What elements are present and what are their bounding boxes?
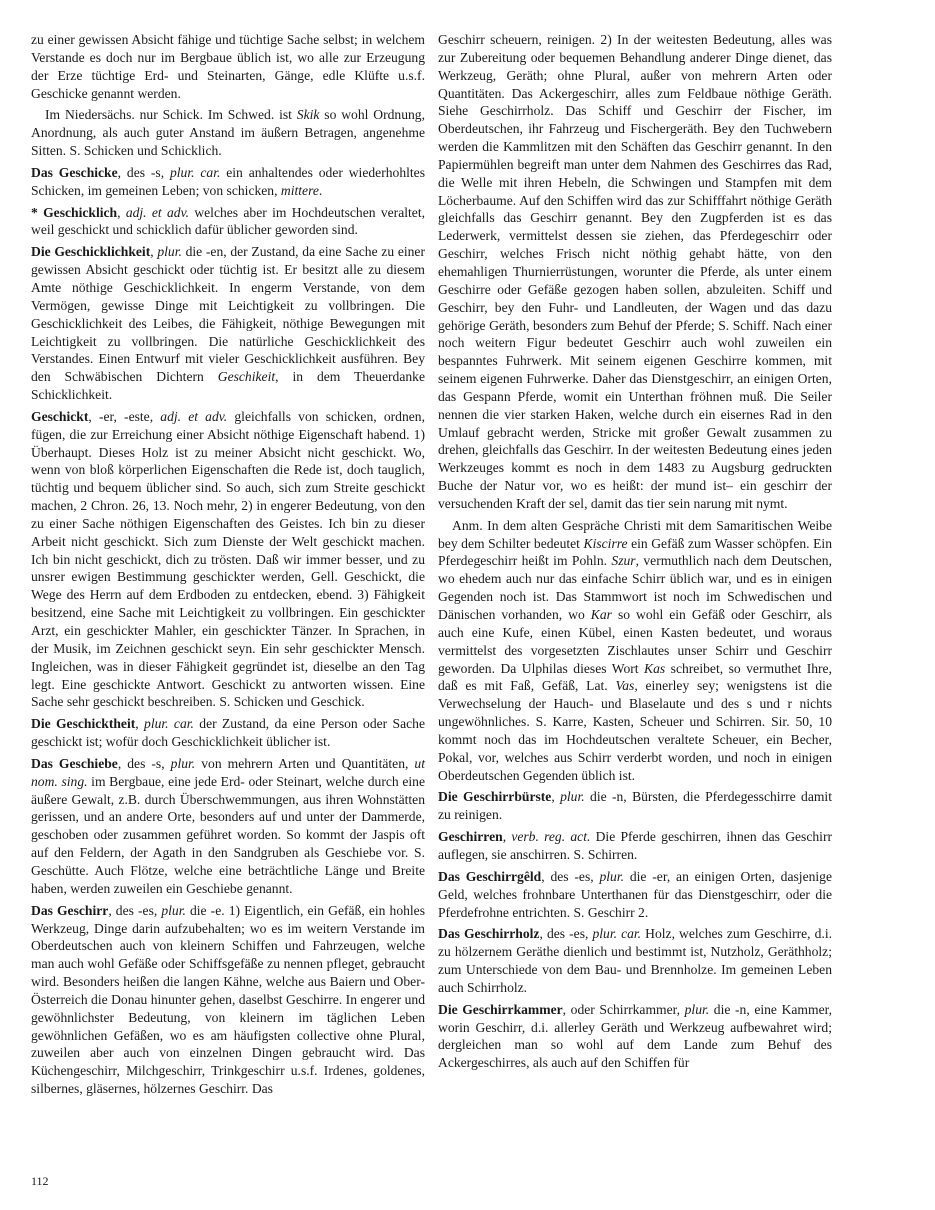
italic-term: Kiscirre xyxy=(583,535,628,551)
entry-text: die -n, eine Kammer, worin Geschirr, d.i. allerley Geräth und Werkzeug aufbewahret wird; dergleichen man so wohl auf dem Lande zum Behuf des Ackergeschirres, als auch auf den Schiffen für xyxy=(438,1001,832,1071)
dictionary-entry xyxy=(438,868,832,922)
entry-text: , des -es, xyxy=(541,868,600,884)
entry-text: schreibet, so vermuthet Ihre, daß es mit Faß, Gefäß, Lat. xyxy=(438,660,832,694)
dictionary-entry xyxy=(438,31,832,513)
entry-text: , xyxy=(117,204,126,220)
headword: Das Geschirrgêld xyxy=(438,868,542,884)
dictionary-entry xyxy=(31,31,425,102)
entry-text: , des -es, xyxy=(539,926,593,942)
headword: Geschickt xyxy=(31,408,89,424)
italic-term: plur. xyxy=(161,902,186,918)
entry-text: welches aber im Hochdeutschen veraltet, weil geschickt und schicklich dafür üblicher geworden sind. xyxy=(31,204,425,238)
dictionary-entry xyxy=(31,106,425,160)
headword: Das Geschicke xyxy=(31,164,118,180)
entry-text: Die Pferde geschirren, ihnen das Geschirr auflegen, sie anschirren. S. Schirren. xyxy=(438,829,833,862)
italic-term: Geschikeit xyxy=(217,369,276,385)
page-number: 112 xyxy=(31,1174,49,1188)
entry-text: die -e. 1) Eigentlich, ein Gefäß, ein hohles Werkzeug, Dinge darin aufzubehalten; wo es im weitern Verstande im Oberdeutschen auch von kleinern Schiffen und Fahrzeugen, welche man auch wohl Gefäße oder Schiffsgefäße zu nennen pfleget, gebraucht wird. Besonders heißen die langen Kähne, welche aus Baiern und Ober-Österreich die Donau hinunter gehen, daselbst Geschirre. In engerer und gewöhnlichster Bedeutung, von kleinern im täglichen Leben gewöhnlichen Gefäßen, wo es am häufigsten collective ohne Plural, zuweilen aber auch von einzelnen Dingen gebraucht wird. Das Küchengeschirr, Milchgeschirr, Trinkgeschirr u.s.f. Irdenes, goldenes, silbernes, gläsernes, hölzernes Geschirr. Das xyxy=(31,902,426,1097)
entry-text: ein Gefäß zum Wasser schöpfen. Ein Pferdegeschirr heißt im Pohln. xyxy=(438,535,832,569)
italic-term: ut nom. sing. xyxy=(31,755,425,789)
entry-text: die -er, an einigen Orten, dasjenige Geld, welches frohnbare Unterthanen für das Dienstgeschirr, oder die Pferdefrohne entrichten. S. Geschirr 2. xyxy=(438,868,833,920)
entry-text: , xyxy=(502,829,512,845)
entry-text: , oder Schirrkammer, xyxy=(562,1001,685,1017)
entry-text: , des -s, xyxy=(117,755,171,771)
entry-text: , xyxy=(551,789,561,805)
italic-term: plur. xyxy=(599,868,625,884)
italic-term: plur. car. xyxy=(144,716,194,732)
entry-text: , xyxy=(135,716,145,732)
entry-text: zu einer gewissen Absicht fähige und tüchtige Sache selbst; in welchem Verstande es doch nur im Bergbaue üblich ist, wo alle zur Erzeugung der Erze tüchtige Erd- und Steinarten, Gänge, edle Klüfte u.s.f. Geschicke genannt werden. xyxy=(31,32,425,101)
italic-term: Vas xyxy=(615,678,635,694)
italic-term: adj. et adv. xyxy=(160,408,228,424)
entry-text: Anm. In dem alten Gespräche Christi mit dem Samaritischen Weibe bey dem Schilter bedeutet xyxy=(438,517,832,551)
entry-text: der Zustand, da eine Person oder Sache geschickt ist; wofür doch Geschicklichkeit üblicher ist. xyxy=(31,716,426,750)
dictionary-entry xyxy=(31,408,425,711)
italic-term: Szur xyxy=(611,553,636,569)
italic-term: plur. xyxy=(684,1001,710,1017)
headword: Die Geschirrbürste xyxy=(438,789,552,805)
headword: * Geschicklich xyxy=(31,204,118,220)
italic-term: verb. reg. act. xyxy=(511,829,591,845)
italic-term: plur. xyxy=(170,755,196,771)
entry-text: gleichfalls von schicken, ordnen, fügen, die zur Erreichung einer Absicht nöthige Eigenschaft habend. 1) Überhaupt. Dieses Holz ist zu meiner Absicht nicht geschickt. Wo, wenn von bloß körperlichen Eigenschaften die Rede ist, doch tauglich, tüchtig und bequem üblicher sind. So auch, sich zum Streite geschickt machen, 2 Chron. 26, 13. Noch mehr, 2) in engerer Bedeutung, von den zu einer Sache nöthigen Eigenschaften des Geistes. Ich bin zu dieser Arbeit nicht geschickt. Sich zum Dienste der Welt geschickt machen. Ich bin nicht geschickt, dich zu trösten. Daß wir immer besser, und zu unsrer ewigen Bestimmung geschickter werden, Gell. Geschickt, die Wege des Herrn auf dem Erdboden zu entdecken, ebend. 3) Fähigkeit besitzend, eine Sache mit Leichtigkeit zu vollbringen. Ein geschickter Arzt, ein geschickter Mahler, ein geschickter Tänzer. In Sprachen, in der Musik, im Zeichnen geschickt seyn. Ein sehr geschickter Mensch. Ingleichen, was in dieser Fähigkeit gegründet ist, dieselbe an den Tag legt. Eine geschickte Antwort. Geschickt zu antworten wissen. Eine Sache sehr geschickt beschreiben. S. Schicken und Geschick. xyxy=(31,408,425,710)
dictionary-entry xyxy=(438,1001,832,1072)
entry-text: , einerley sey; wenigstens ist die Verwechselung der Hauch- und Blaselaute und des s und r nichts ungewöhnliches. S. Karre, Kasten, Scheuer und Schirren. Sir. 50, 10 kommt noch das im Hochdeutschen veraltete Scheuer, ein Becher, Pokal, vor, welches aus Schirr verderbt worden, und noch in einigen Oberdeutschen Gegenden üblich ist. xyxy=(438,678,832,783)
italic-term: mittere xyxy=(280,182,319,198)
italic-term: plur. car. xyxy=(169,164,221,180)
headword: Das Geschiebe xyxy=(31,755,118,771)
entry-text: von mehrern Arten und Quantitäten, xyxy=(195,755,415,771)
dictionary-entry xyxy=(438,788,832,824)
dictionary-entry xyxy=(31,715,425,751)
entry-text: , des -es, xyxy=(108,902,162,918)
italic-term: Kar xyxy=(590,607,612,622)
entry-text: , -er, -este, xyxy=(88,408,161,424)
headword: Die Geschirrkammer xyxy=(438,1001,563,1017)
entry-text: , xyxy=(150,244,158,260)
entry-text: , in dem Theuerdanke Schicklichkeit. xyxy=(31,369,425,403)
dictionary-entry xyxy=(438,517,832,785)
entry-text: Im Niedersächs. nur Schick. Im Schwed. ist xyxy=(45,107,297,123)
entry-text: die -n, Bürsten, die Pferdegesschirre damit zu reinigen. xyxy=(438,789,832,823)
dictionary-entry xyxy=(31,164,425,200)
entry-text: , vermuthlich nach dem Deutschen, wo ehedem auch nur das einfache Schirr üblich war, und es in einigen Gegenden noch ist. Das Stammwort ist noch im Schwedischen und Dänischen vorhanden, wo xyxy=(438,553,832,622)
dictionary-entry xyxy=(31,755,425,898)
italic-term: Kas xyxy=(644,660,666,676)
entry-text: Holz, welches zum Geschirre, d.i. zu hölzernem Geräthe dienlich und bestimmt ist, Nutzholz, Geräthholz; zum Unterschiede von dem Bau- und Brennholze. Im gemeinen Leben auch Schirrholz. xyxy=(438,926,833,995)
headword: Geschirren xyxy=(438,829,503,845)
italic-term: Skik xyxy=(296,107,320,123)
italic-term: plur. xyxy=(560,789,585,805)
dictionary-entry xyxy=(31,204,425,240)
headword: Das Geschirrholz xyxy=(438,926,540,942)
headword: Die Geschicklichkeit xyxy=(31,244,151,260)
dictionary-entry xyxy=(438,828,832,864)
headword: Die Geschicktheit xyxy=(31,716,136,732)
entry-text: Geschirr scheuern, reinigen. 2) In der weitesten Bedeutung, alles was zur Zubereitung oder bequemen Behandlung anderer Dinge dienet, das Werkzeug, Geräth; ohne Plural, außer von mehrern Arten oder Quantitäten. Das Ackergeschirr, alles zum Feldbaue nöthige Geräth. Siehe Geschirrholz. Das Schiff und Geschirr der Fischer, im Oberdeutschen, ihr Fahrzeug und Fischergeräth. Bey den Tuchwebern werden die Kammlitzen mit den Schäften das Geschirr genannt. In den Papiermühlen begreift man unter dem Nahmen des Geschirres das Rad, die Welle mit ihren Hebeln, die Schwingen und Stampfen mit dem Löcherbaume. Auf den Schiffen wird das zur Schifffahrt nöthige Geräth gleichfalls das Geschirr genannt. Bey den Zugpferden ist es das Lederwerk, vermittelst dessen sie ziehen, das Pferdegeschirr oder Geschirr, welches Frisch nicht nöthig gehabt hätte, von den ehemahligen Thurnierrüstungen, worunter die Pferde, als unter einem Geschirre oder Gefäße gezogen haben sollen, abzuleiten. Schiff und Geschirr, bey den Fuhr- und Landleuten, der Wagen und das dazu gehörige Geräth, besonders zum Behuf der Pferde; S. Schiff. Nach einer noch weitern Figur bedeutet Geschirr auch wohl zuweilen ein bespanntes Fuhrwerk. Mit seinem eigenen Geschirre kommen, mit seinem eigenen Fuhrwerke. Daher das Dienstgeschirr, an einigen Orten, das Gespann Pferde, womit ein Unterthan fröhnen muß. Die Seiler nennen die vier starken Haken, welche durch ein eisernes Rad in den Umlauf gebracht werden, Stricke mit großer Gewalt zusammen zu drehen, gleichfalls das Geschirr. In der weitesten Bedeutung eines jeden Werkzeuges kommt es noch in dem 1483 zu Augsburg gedruckten Buche der Natur vor, wo es heißt: der mund ist– ein geschirr der versuchenden Kraft der sel, damit das tier sein narung mit nymt. xyxy=(438,32,832,511)
entry-text: . xyxy=(318,182,323,198)
entry-text: die -en, der Zustand, da eine Sache zu einer gewissen Absicht geschickt oder tüchtig ist. Er besitzt alle zu diesem Amte nöthige Geschicklichkeit. In engerm Verstande, von dem Vermögen, gewisse Dinge mit Leichtigkeit zu vollbringen. Die Geschicklichkeit des Leibes, die Fähigkeit, nöthige Bewegungen mit Leichtigkeit zu vollbringen. Die natürliche Geschicklichkeit des Verstandes. Einen Entwurf mit vieler Geschicklichkeit ausführen. Bey den Schwäbischen Dichtern xyxy=(31,244,425,385)
dictionary-entry xyxy=(438,925,832,996)
entry-text: im Bergbaue, eine jede Erd- oder Steinart, welche durch eine äußere Gewalt, z.B. durch Überschwemmungen, aus ihren Wohnstätten gerissen, und an andere Orte, besonders auf und unter der Dammerde, geschoben oder zusammen geführet worden. So kommt der Jaspis oft auf den Feldern, der Agath in den Sandgruben als Geschiebe vor. S. Geschütte. Auch Flötze, welche eine beträchtliche Länge und Breite haben, werden zuweilen ein Geschiebe genannt. xyxy=(31,773,425,896)
italic-term: plur. xyxy=(157,244,182,260)
right-column xyxy=(438,31,832,1076)
entry-text: , des -s, xyxy=(117,164,170,180)
dictionary-entry xyxy=(31,243,425,404)
entry-text: so wohl Ordnung, Anordnung, als auch guter Anstand im äußern Betragen, angenehme Sitten. S. Schicken und Schicklich. xyxy=(31,107,425,159)
entry-text: so wohl ein Gefäß oder Geschirr, als auch eine Kufe, einen Kübel, einen Kasten bedeutet, und woraus vermittelst des vorgesetzten Zischlautes unser Schirr und Geschirr geworden. Da Ulphilas dieses Wort xyxy=(438,607,832,676)
left-column xyxy=(31,31,425,1102)
dictionary-entry xyxy=(31,902,425,1098)
entry-text: ein anhaltendes oder wiederhohltes Schicken, im gemeinen Leben; von schicken, xyxy=(31,164,425,198)
italic-term: adj. et adv. xyxy=(125,204,190,220)
headword: Das Geschirr xyxy=(31,902,109,918)
italic-term: plur. car. xyxy=(592,926,642,942)
